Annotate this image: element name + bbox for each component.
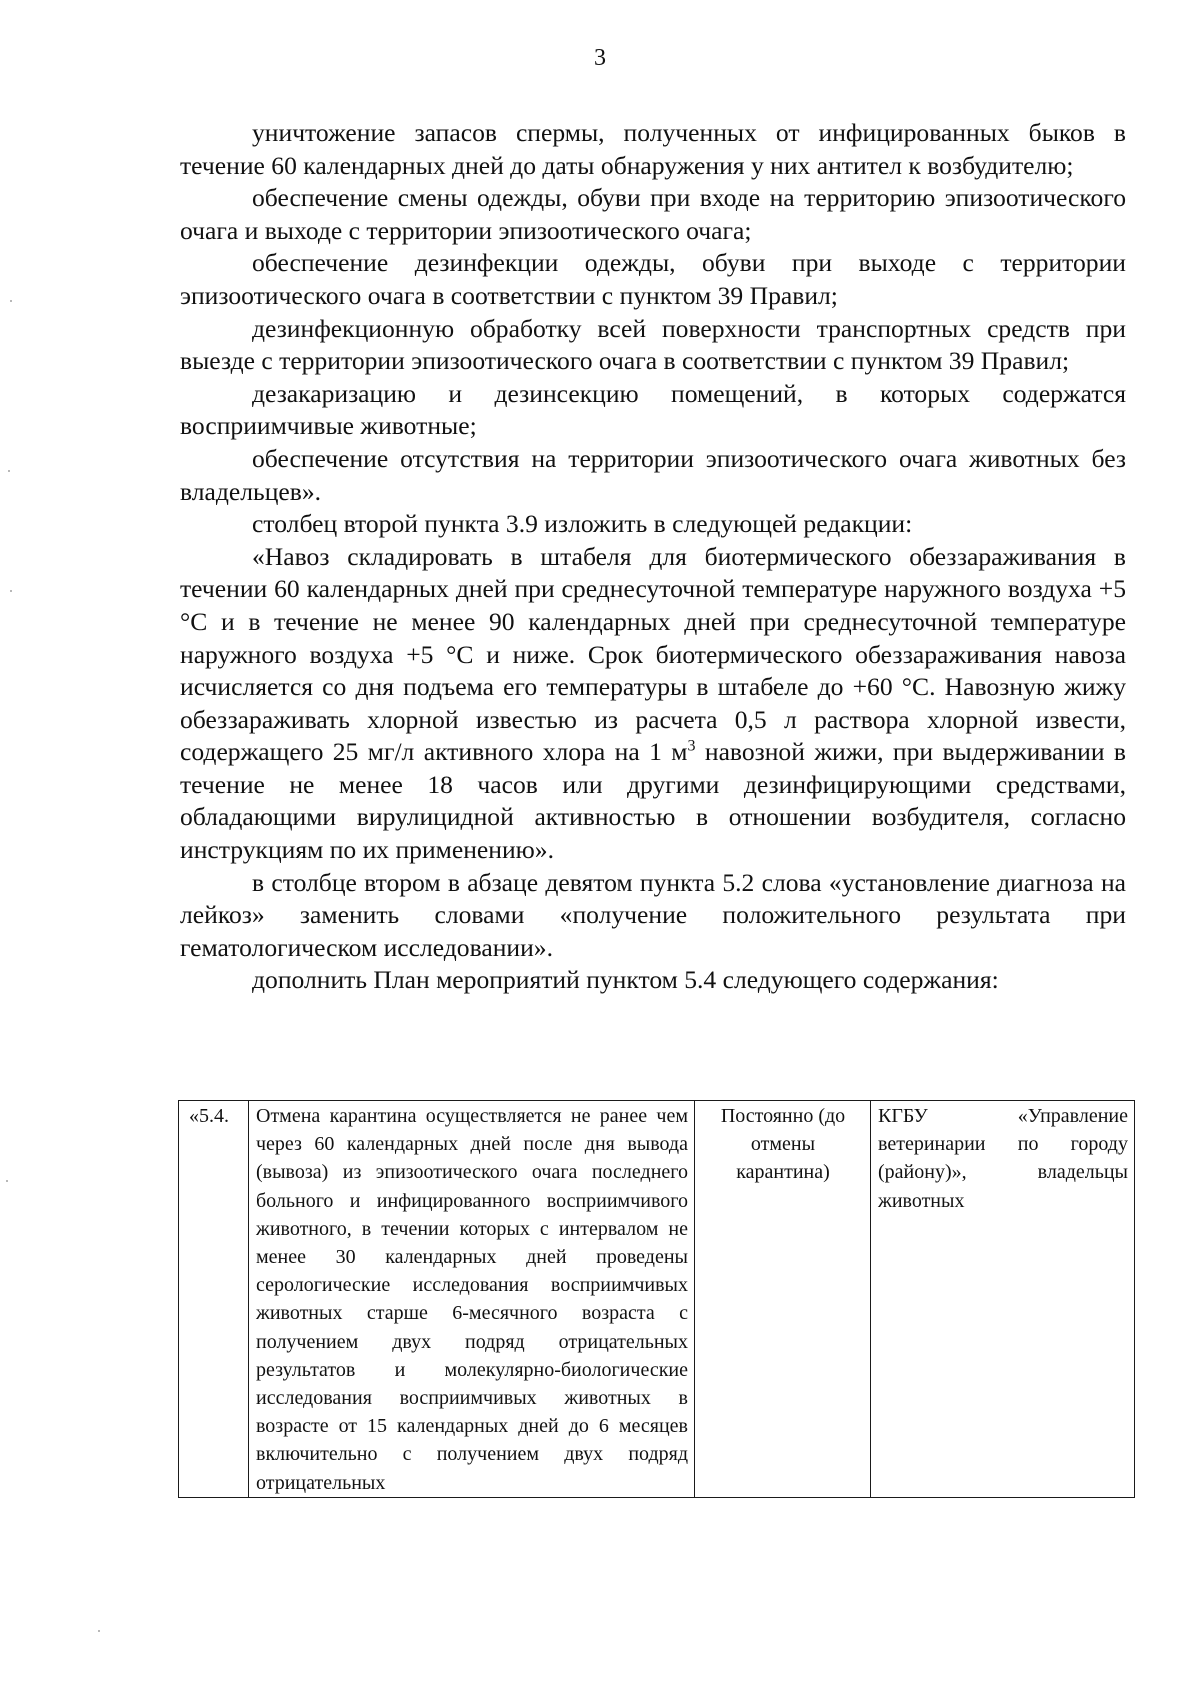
paragraph-clothing-change: обеспечение смены одежды, обуви при входе на территорию эпизоотического очага и выходе с территории эпизоотического очага; (180, 183, 1126, 245)
responsible-cell: КГБУ «Управление ветеринарии по городу (району)», владельцы животных (871, 1101, 1135, 1498)
paragraph-add-clause-5-4: дополнить План мероприятий пунктом 5.4 следующего содержания: (252, 965, 999, 995)
paragraph-acaricide-insecticide: дезакаризацию и дезинсекцию помещений, в которых содержатся восприимчивые животные; (180, 378, 1126, 441)
cubic-superscript: 3 (687, 737, 696, 755)
document-body (180, 117, 1126, 997)
paragraph-manure-treatment (180, 541, 1126, 867)
scan-speck (98, 1630, 100, 1632)
paragraph-vehicle-disinfection: дезинфекционную обработку всей поверхности транспортных средств при выезде с территории эпизоотического очага в соответствии с пунктом 39 Правил; (180, 313, 1126, 376)
scan-speck (8, 470, 10, 472)
manure-text-part-1: «Навоз складировать в штабеля для биотермического обеззараживания в течении 60 календарных дней при среднесуточной температуре наружного воздуха +5 °С и в течение не менее 90 календарных дней при среднесуточной температуре наружного воздуха +5 °С и ниже. Срок биотермического обеззараживания навоза исчисляется со дня подъема его температуры в штабеле до +60 °С. Навозную жижу обеззараживать хлорной известью из расчета 0,5 л раствора хлорной извести, содержащего 25 мг/л активного хлора на 1 м (180, 541, 1126, 767)
scan-speck (6, 1180, 8, 1182)
scan-speck (10, 300, 12, 302)
measure-cell: Отмена карантина осуществляется не ранее чем через 60 календарных дней после дня вывода (вывоза) из эпизоотического очага последнего больного и инфицированного восприимчивого животного, в течении которых с интервалом не менее 30 календарных дней проведены серологические исследования восприимчивых животных старше 6-месячного возраста с получением двух подряд отрицательных результатов и молекулярно-биологические исследования восприимчивых животных в возрасте от 15 календарных дней до 6 месяцев включительно с получением двух подряд отрицательных (249, 1101, 695, 1498)
manure-text-part-2: навозной жижи, при выдерживании в течение не менее 18 часов или другими дезинфицирующими средствами, обладающими вирулицидной активностью в отношении возбудителя, согласно инструкциям по их применению». (180, 737, 1126, 865)
deadline-cell: Постоянно (до отмены карантина) (695, 1101, 871, 1498)
scan-speck (10, 590, 12, 592)
measures-plan-table (178, 1100, 1135, 1498)
paragraph-clause-3-9: столбец второй пункта 3.9 изложить в следующей редакции: (252, 509, 913, 539)
table-row (179, 1101, 1135, 1498)
paragraph-semen-destruction: уничтожение запасов спермы, полученных от инфицированных быков в течение 60 календарных дней до даты обнаружения у них антител к возбудителю; (180, 118, 1126, 180)
item-number-cell: «5.4. (179, 1101, 249, 1498)
paragraph-clause-5-2: в столбце втором в абзаце девятом пункта 5.2 слова «установление диагноза на лейкоз» заменить словами «получение положительного результата при гематологическом исследовании». (180, 867, 1126, 962)
page-number: 3 (594, 45, 606, 71)
paragraph-ownerless-animals: обеспечение отсутствия на территории эпизоотического очага животных без владельцев». (180, 443, 1126, 506)
paragraph-clothing-disinfection: обеспечение дезинфекции одежды, обуви при выходе с территории эпизоотического очага в соответствии с пунктом 39 Правил; (180, 248, 1126, 310)
